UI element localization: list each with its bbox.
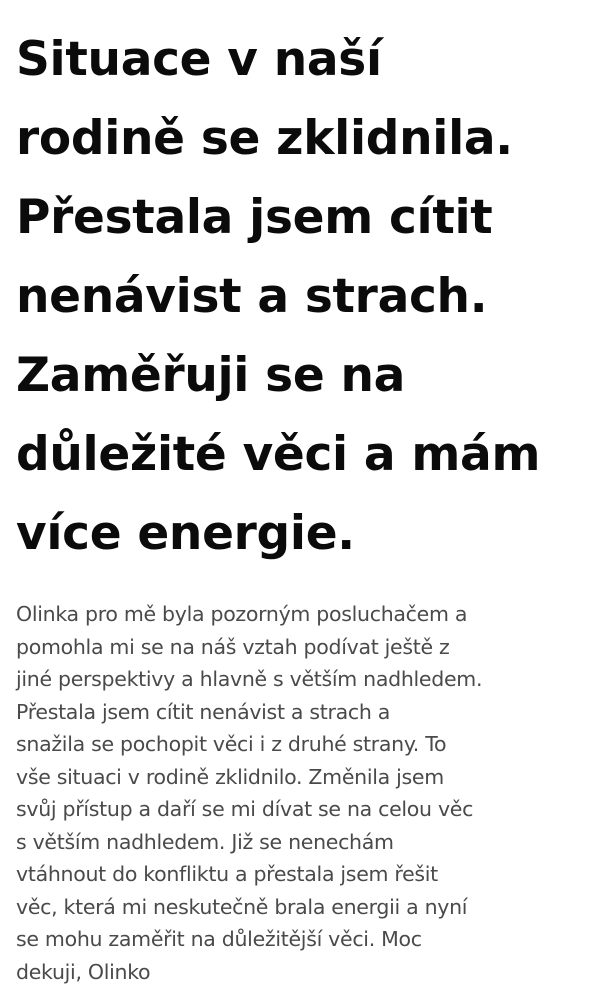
testimonial-headline: Situace v naší rodině se zklidnila. Přestala jsem cítit nenávist a strach. Zaměřuji se na důležité věci a mám více energie. — [16, 32, 541, 561]
testimonial-body: Olinka pro mě byla pozorným posluchačem a pomohla mi se na náš vztah podívat ještě z jiné perspektivy a hlavně s větším nadhledem. Přestala jsem cítit nenávist a strach a snažila se pochopit věci i z druhé strany. To vše situaci v rodině zklidnilo. Změnila jsem svůj přístup a daří se mi dívat se na celou věc s větším nadhledem. Již se nenechám vtáhnout do konfliktu a přestala jsem řešit věc, která mi neskutečně brala energii a nyní se mohu zaměřit na důležitější věci. Moc dekuji, Olinko — [16, 602, 483, 984]
